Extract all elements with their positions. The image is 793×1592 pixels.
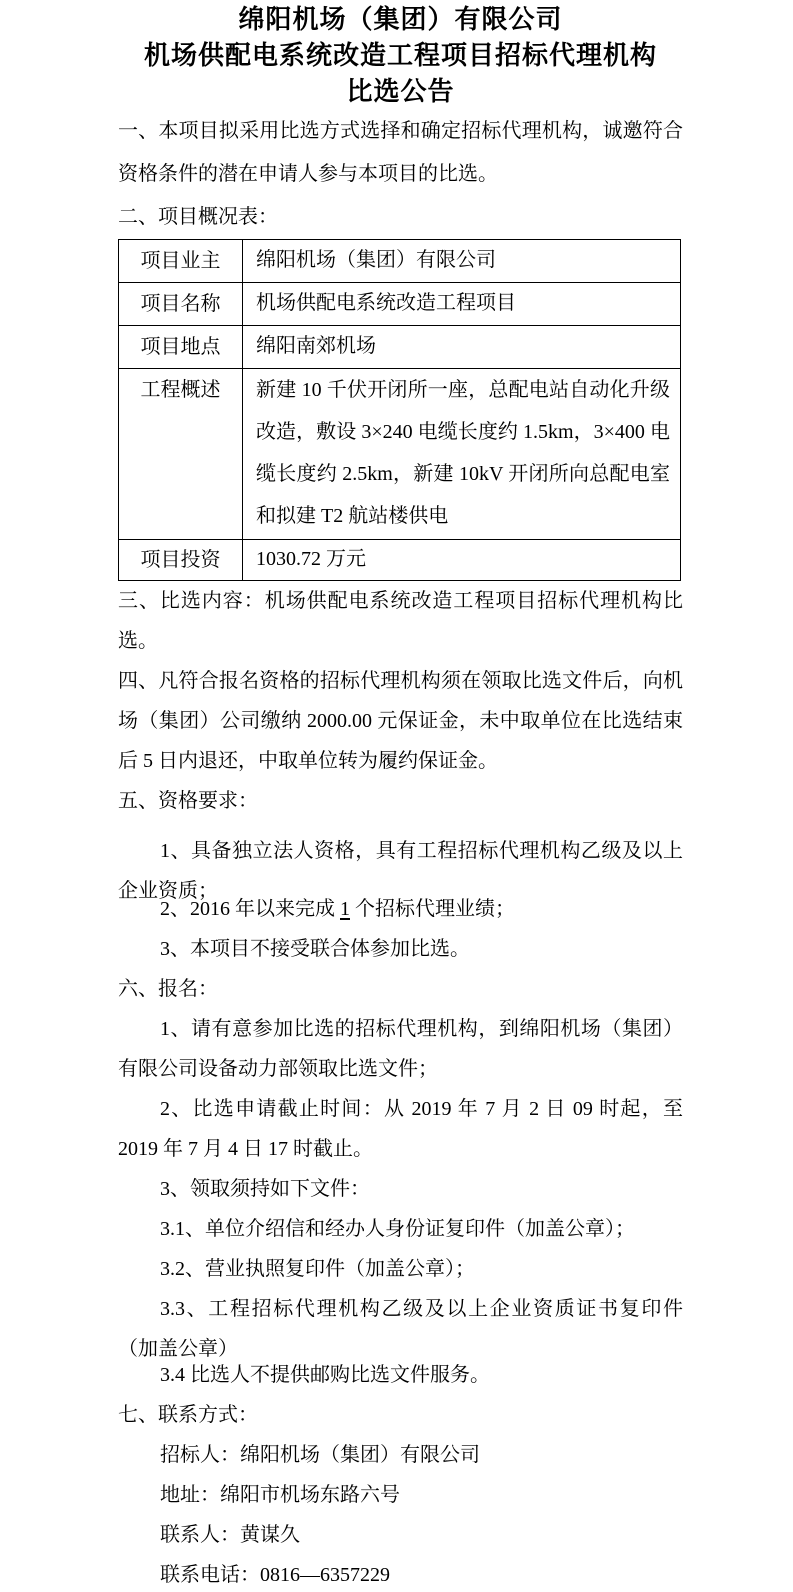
registration-item-3-2: 3.2、营业执照复印件（加盖公章）； — [160, 1258, 475, 1280]
section-6-heading: 六、报名： — [118, 978, 218, 1000]
registration-item-3-1: 3.1、单位介绍信和经办人身份证复印件（加盖公章）； — [160, 1218, 635, 1240]
contact-phone: 联系电话：0816—6357229 — [160, 1564, 390, 1586]
title-line-1: 绵阳机场（集团）有限公司 — [238, 5, 563, 34]
row-label-owner: 项目业主 — [119, 240, 243, 283]
row-label-work-summary: 工程概述 — [119, 369, 243, 540]
row-label-project-name: 项目名称 — [119, 283, 243, 326]
row-value-work-summary: 新建 10 千伏开闭所一座，总配电站自动化升级改造，敷设 3×240 电缆长度约 1.5km，3×400 电缆长度约 2.5km，新建 10kV 开闭所向总配电室和拟建 T2 航站楼供电 — [243, 369, 681, 540]
section-1-intro: 一、本项目拟采用比选方式选择和确定招标代理机构，诚邀符合资格条件的潜在申请人参与本项目的比选。 — [118, 120, 683, 185]
row-value-investment: 1030.72 万元 — [243, 540, 681, 581]
title-line-2: 机场供配电系统改造工程项目招标代理机构 — [143, 41, 657, 70]
registration-item-3-4: 3.4 比选人不提供邮购比选文件服务。 — [160, 1364, 490, 1386]
project-overview-table — [118, 239, 681, 581]
qualification-item-3: 3、本项目不接受联合体参加比选。 — [160, 938, 470, 960]
title-line-3: 比选公告 — [346, 77, 455, 106]
contact-address: 地址：绵阳市机场东路六号 — [160, 1484, 400, 1506]
qualification-item-2 — [118, 889, 683, 929]
qual-item-2-prefix: 2、2016 年以来完成 — [160, 898, 340, 920]
section-3-selection-content: 三、比选内容：机场供配电系统改造工程项目招标代理机构比选。 — [118, 590, 683, 652]
row-label-investment: 项目投资 — [119, 540, 243, 581]
table-row-investment — [119, 540, 681, 581]
registration-item-2: 2、比选申请截止时间：从 2019 年 7 月 2 日 09 时起，至 2019 年 7 月 4 日 17 时截止。 — [118, 1098, 683, 1160]
section-2-heading: 二、项目概况表： — [118, 206, 278, 228]
row-value-owner: 绵阳机场（集团）有限公司 — [243, 240, 681, 283]
document-title — [118, 2, 683, 110]
registration-item-1: 1、请有意参加比选的招标代理机构，到绵阳机场（集团）有限公司设备动力部领取比选文件； — [118, 1018, 683, 1080]
section-5-heading: 五、资格要求： — [118, 790, 258, 812]
table-row-location — [119, 326, 681, 369]
section-4-deposit: 四、凡符合报名资格的招标代理机构须在领取比选文件后，向机场（集团）公司缴纳 2000.00 元保证金，未中取单位在比选结束后 5 日内退还，中取单位转为履约保证金。 — [118, 670, 683, 772]
row-label-location: 项目地点 — [119, 326, 243, 369]
row-value-location: 绵阳南郊机场 — [243, 326, 681, 369]
table-row-work-summary — [119, 369, 681, 540]
registration-item-3-3: 3.3、工程招标代理机构乙级及以上企业资质证书复印件（加盖公章） — [118, 1298, 683, 1360]
qual-item-2-underlined-value: 1 — [340, 898, 350, 920]
contact-person: 联系人：黄谋久 — [160, 1524, 300, 1546]
row-value-project-name: 机场供配电系统改造工程项目 — [243, 283, 681, 326]
registration-item-3: 3、领取须持如下文件： — [160, 1178, 370, 1200]
section-7-heading: 七、联系方式： — [118, 1404, 258, 1426]
qual-item-2-suffix: 个招标代理业绩； — [350, 898, 515, 920]
contact-tenderer: 招标人：绵阳机场（集团）有限公司 — [160, 1444, 480, 1466]
table-row-project-name — [119, 283, 681, 326]
qualification-item-1: 1、具备独立法人资格，具有工程招标代理机构乙级及以上企业资质； — [118, 840, 683, 902]
table-row-owner — [119, 240, 681, 283]
